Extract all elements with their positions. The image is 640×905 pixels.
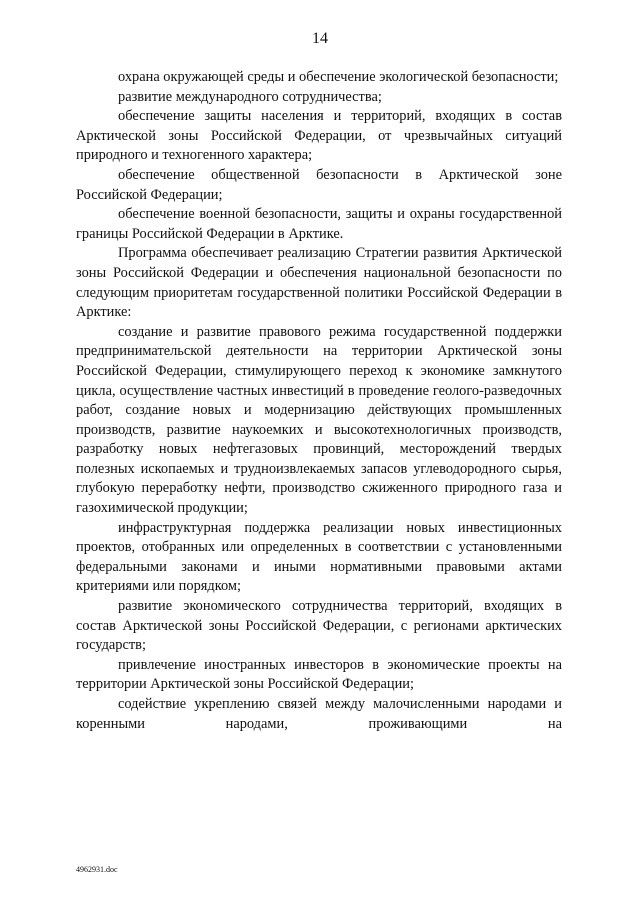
paragraph: Программа обеспечивает реализацию Стратегии развития Арктической зоны Российской Федерации и обеспечения национальной безопасности по следующим приоритетам государственной политики Российской Федерации в Арктике: — [76, 245, 562, 321]
page-number: 14 — [312, 30, 328, 47]
paragraph: охрана окружающей среды и обеспечение экологической безопасности; — [118, 69, 559, 85]
paragraph: развитие экономического сотрудничества территорий, входящих в состав Арктической зоны Российской Федерации, с регионами арктических государств; — [76, 598, 562, 654]
paragraph: инфраструктурная поддержка реализации новых инвестиционных проектов, отобранных или определенных в соответствии с установленными федеральными законами и иными нормативными правовыми актами критериями или порядком; — [76, 519, 562, 595]
paragraph: содействие укреплению связей между малочисленными народами и коренными народами, проживающими на — [76, 696, 562, 732]
paragraph: обеспечение общественной безопасности в Арктической зоне Российской Федерации; — [76, 166, 562, 203]
paragraph: обеспечение защиты населения и территорий, входящих в состав Арктической зоны Российской Федерации, от чрезвычайных ситуаций природного и техногенного характера; — [76, 108, 562, 164]
footer-filename: 4962931.doc — [76, 865, 118, 874]
paragraph: развитие международного сотрудничества; — [118, 88, 382, 105]
paragraph: обеспечение военной безопасности, защиты и охраны государственной границы Российской Федерации в Арктике. — [76, 206, 562, 242]
paragraph: создание и развитие правового режима государственной поддержки предпринимательской деятельности на территории Арктической зоны Российской Федерации, стимулирующего переход к экономике замкнутого цикла, осуществление частных инвестиций в проведение геолого-разведочных работ, создание новых и модернизацию действующих промышленных производств, развитие наукоемких и высокотехнологичных производств, разработку новых нефтегазовых провинций, месторождений твердых полезных ископаемых и трудноизвлекаемых запасов углеводородного сырья, глубокую переработку нефти, производство сжиженного природного газа и газохимической продукции; — [76, 323, 562, 517]
paragraph: привлечение иностранных инвесторов в экономические проекты на территории Арктической зоны Российской Федерации; — [76, 656, 562, 693]
document-body — [76, 68, 562, 734]
